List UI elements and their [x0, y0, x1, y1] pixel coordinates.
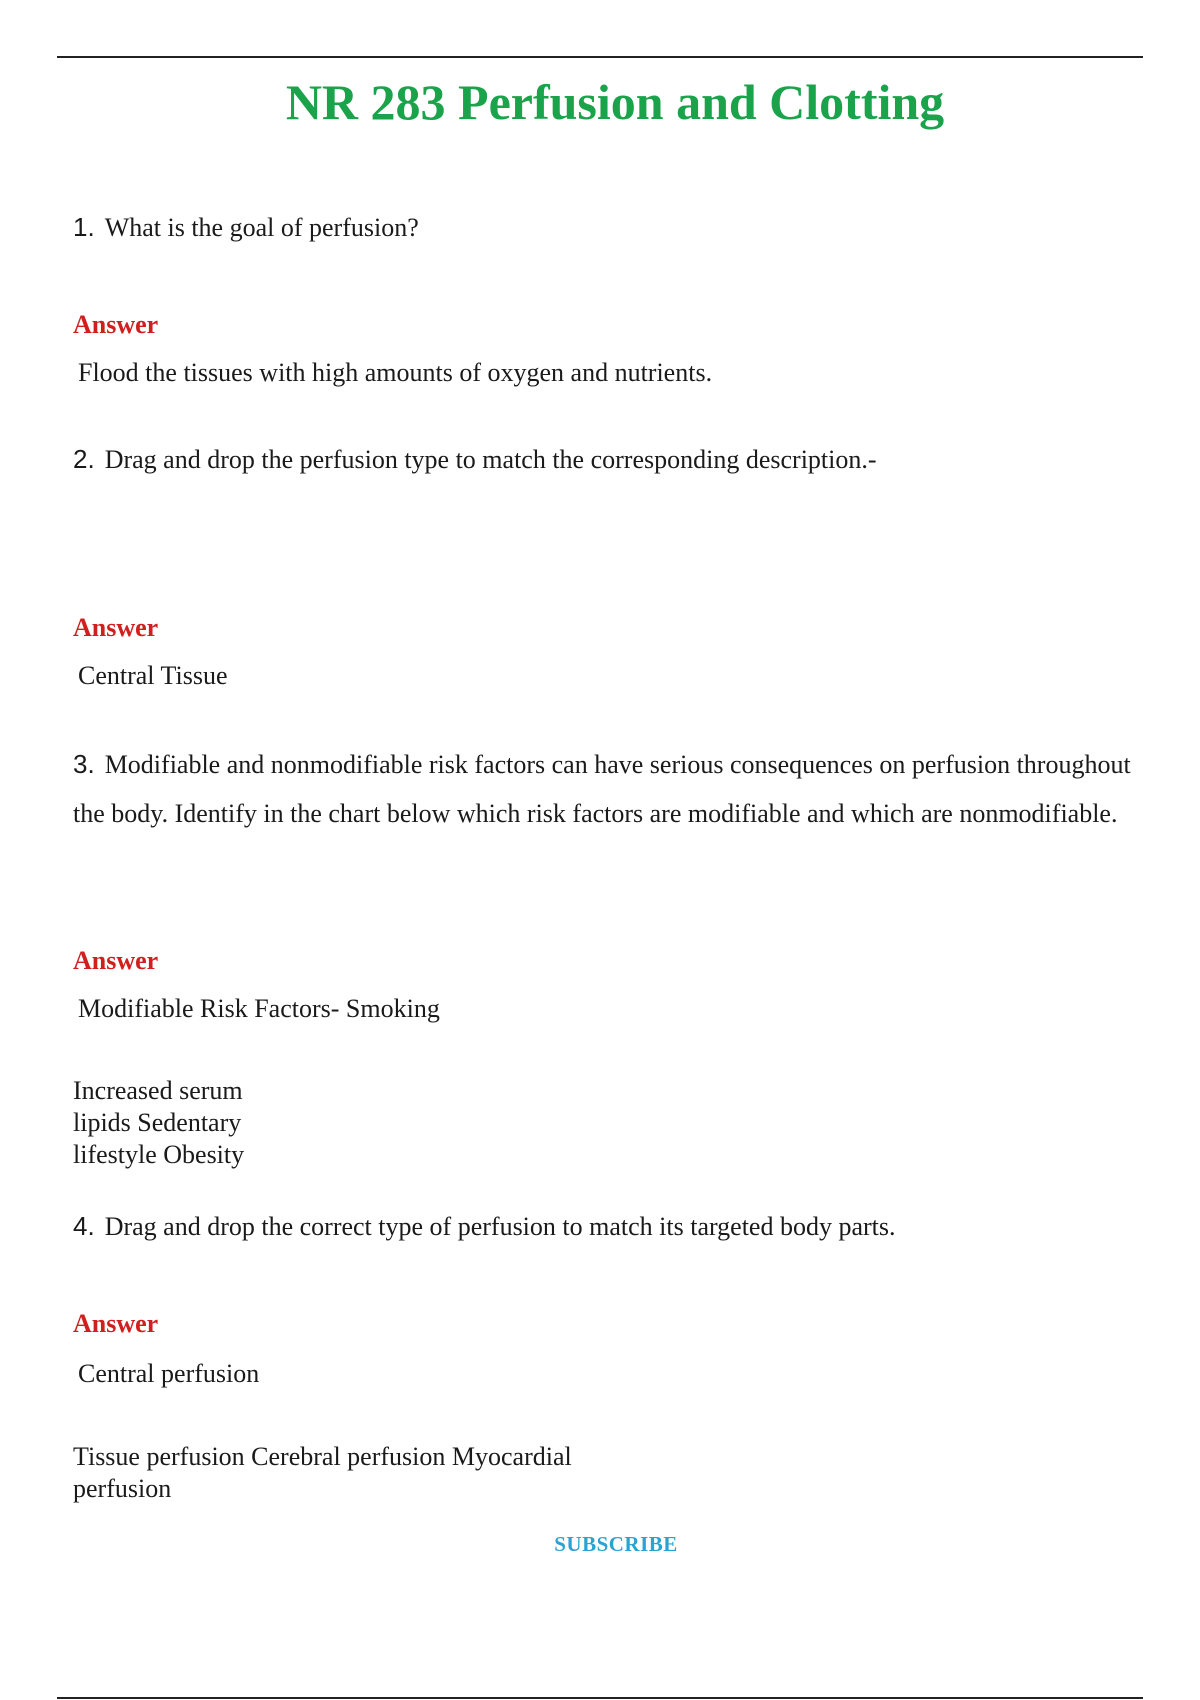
question-number: 3. [73, 749, 95, 779]
question-4 [73, 1202, 1133, 1251]
answer-text: Central Tissue [78, 661, 228, 690]
question-text: Drag and drop the perfusion type to match the corresponding description.- [104, 445, 877, 474]
answer-text: Modifiable Risk Factors- Smoking [78, 994, 440, 1023]
question-text: What is the goal of perfusion? [104, 213, 419, 242]
question-text: Modifiable and nonmodifiable risk factors can have serious consequences on perfusion throughout the body. Identify in the chart below which risk factors are modifiable and which are nonmodifiable. [73, 750, 1131, 828]
question-3 [73, 740, 1133, 838]
question-2 [73, 435, 1133, 484]
answer-extra: Tissue perfusion Cerebral perfusion Myocardial perfusion [73, 1442, 572, 1503]
question-1 [73, 203, 1133, 252]
answer-extra: Increased serum lipids Sedentary lifestyle Obesity [73, 1076, 245, 1169]
top-rule [57, 56, 1143, 58]
answer-label: Answer [73, 613, 159, 642]
answer-label: Answer [73, 946, 159, 975]
subscribe-link[interactable]: SUBSCRIBE [554, 1532, 678, 1556]
question-number: 1. [73, 212, 95, 242]
question-text: Drag and drop the correct type of perfusion to match its targeted body parts. [104, 1212, 896, 1241]
page-title: NR 283 Perfusion and Clotting [285, 74, 945, 130]
answer-text: Central perfusion [78, 1359, 260, 1388]
question-number: 2. [73, 444, 95, 474]
answer-label: Answer [73, 310, 159, 339]
bottom-rule [57, 1697, 1143, 1699]
answer-label: Answer [73, 1309, 159, 1338]
answer-text: Flood the tissues with high amounts of oxygen and nutrients. [78, 358, 713, 387]
question-number: 4. [73, 1211, 95, 1241]
